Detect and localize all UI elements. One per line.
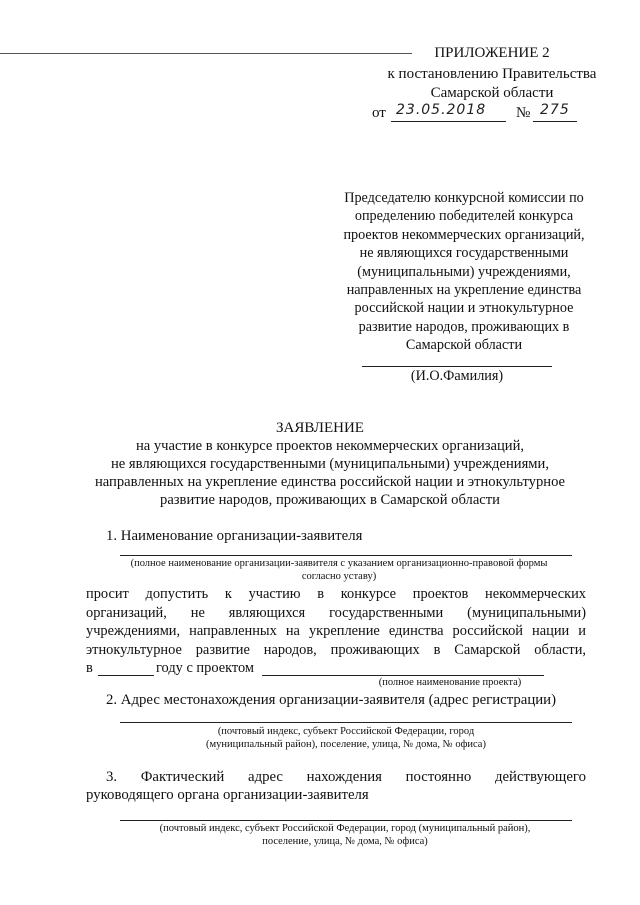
paragraph-line: учреждениями, направленных на укрепление единства российской нации и: [86, 623, 586, 640]
paragraph-line: организаций, не являющихся государственными (муниципальными): [86, 604, 586, 621]
number-underline: [533, 121, 577, 122]
annex-line-2: Самарской области: [430, 85, 554, 101]
number-value: 275: [540, 102, 570, 118]
section-3-line-1: 3. Фактический адрес нахождения постоянно действующего: [106, 769, 586, 785]
paragraph-line: этнокультурное развитие народов, проживающих в Самарской области,: [86, 641, 586, 658]
paragraph-line: просит допустить к участию в конкурсе проектов некоммерческих: [86, 586, 586, 602]
addressee-line: Самарской области: [405, 337, 523, 354]
date-underline: [391, 121, 506, 122]
hint-line: (почтовый индекс, субъект Российской Федерации, город (муниципальный район),: [159, 823, 531, 834]
annex-title: ПРИЛОЖЕНИЕ 2: [434, 45, 550, 61]
year-prefix: в: [86, 660, 93, 676]
project-hint: (полное наименование проекта): [378, 677, 522, 688]
org-name-hint: [84, 557, 594, 583]
addressee-block: [318, 189, 610, 355]
number-prefix: №: [516, 105, 531, 121]
hint-line: (почтовый индекс, субъект Российской Федерации, город: [217, 726, 475, 737]
statement-title: ЗАЯВЛЕНИЕ: [276, 420, 364, 436]
statement-subtitle: [60, 437, 600, 509]
addressee-line: не являющихся государственными: [359, 245, 569, 262]
addressee-line: Председателю конкурсной комиссии по: [344, 190, 584, 206]
actual-address-hint: [110, 822, 580, 848]
addressee-line: направленных на укрепление единства: [346, 282, 582, 299]
annex-line-1: к постановлению Правительства: [387, 66, 597, 82]
org-name-line: [120, 555, 572, 556]
signature-hint: (И.О.Фамилия): [410, 368, 504, 384]
hint-line: согласно уставу): [301, 571, 377, 582]
addressee-line: определению победителей конкурса: [354, 208, 574, 225]
address-hint: [120, 725, 572, 751]
request-paragraph: [86, 585, 586, 659]
hint-line: поселение, улица, № дома, № офиса): [262, 836, 428, 847]
section-2-label: 2. Адрес местонахождения организации-заявителя (адрес регистрации): [106, 692, 557, 708]
date-value: 23.05.2018: [396, 102, 487, 118]
year-suffix: году с проектом: [156, 660, 255, 676]
subtitle-line: на участие в конкурсе проектов некоммерческих организаций,: [135, 438, 525, 454]
subtitle-line: развитие народов, проживающих в Самарской области: [160, 492, 500, 508]
addressee-line: развитие народов, проживающих в: [358, 318, 570, 335]
addressee-line: российской нации и этнокультурное: [354, 300, 574, 317]
hint-line: (полное наименование организации-заявителя с указанием организационно-правовой формы: [130, 558, 548, 569]
addressee-line: (муниципальными) учреждениями,: [357, 263, 571, 280]
addressee-line: проектов некоммерческих организаций,: [343, 226, 585, 243]
top-rule: [0, 53, 412, 54]
section-1-label: 1. Наименование организации-заявителя: [106, 528, 363, 544]
address-line: [120, 722, 572, 723]
subtitle-line: не являющихся государственными (муниципальными) учреждениями,: [111, 456, 549, 472]
actual-address-line: [120, 820, 572, 821]
date-prefix: от: [372, 105, 386, 121]
year-line: [98, 675, 154, 676]
hint-line: (муниципальный район), поселение, улица, № дома, № офиса): [206, 739, 486, 750]
subtitle-line: направленных на укрепление единства российской нации и этнокультурное: [94, 474, 566, 490]
section-3-line-2: руководящего органа организации-заявителя: [86, 787, 369, 803]
